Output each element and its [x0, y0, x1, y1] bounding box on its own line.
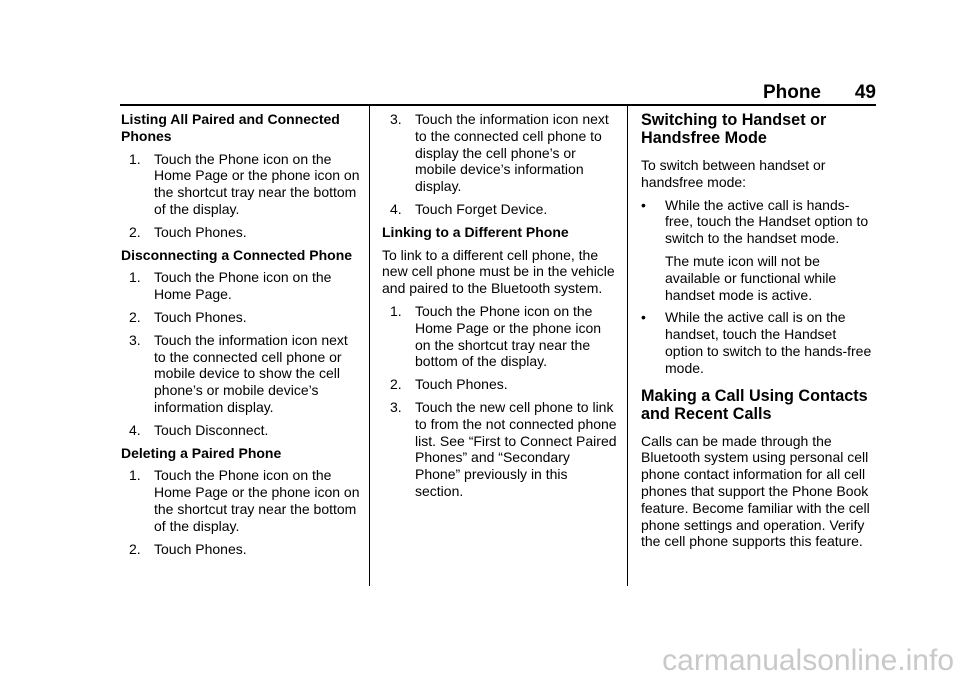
- list-item: 2. Touch Phones.: [129, 540, 247, 557]
- list-item: 2. Touch Phones.: [129, 223, 247, 240]
- paragraph: To switch between handset or handsfree mode:: [641, 157, 826, 190]
- column-1: [121, 111, 361, 557]
- column-3: [641, 111, 877, 550]
- list-item: 1. Touch the Phone icon on the Home Page or the phone icon on the shortcut tray near the bottom of the display.: [129, 150, 360, 217]
- column-2: [382, 111, 618, 500]
- list-item: 1. Touch the Phone icon on the Home Page or the phone icon on the shortcut tray near the bottom of the display.: [129, 467, 360, 534]
- subheading-disconnecting: Disconnecting a Connected Phone: [121, 246, 353, 263]
- page-header: [120, 82, 876, 106]
- column-divider-1: [369, 106, 370, 586]
- header-rule: [120, 104, 876, 106]
- column-divider-2: [627, 106, 628, 586]
- section-heading-handset: Switching to Handset or Handsfree Mode: [641, 111, 827, 147]
- list-item: 2. Touch Phones.: [129, 308, 247, 325]
- list-item: 1. Touch the Phone icon on the Home Page or the phone icon on the shortcut tray near the bottom of the display.: [390, 302, 602, 370]
- bullet-item: • While the active call is hands-free, touch the Handset option to switch to the handset mode.: [641, 196, 869, 247]
- list-item: 3. Touch the new cell phone to link to from the not connected phone list. See “First to Connect Paired Phones” and “Secondary Phone” previously in this section.: [390, 398, 617, 499]
- subheading-linking: Linking to a Different Phone: [382, 223, 569, 240]
- bullet-note: The mute icon will not be available or functional while handset mode is active.: [665, 252, 837, 303]
- watermark: carmanualsonline.info: [662, 644, 954, 677]
- paragraph: Calls can be made through the Bluetooth system using personal cell phone contact information for all cell phones that support the Phone Book feature. Become familiar with the cell phone settings and operation. Verify the cell phone supports this feature.: [641, 432, 870, 550]
- list-item: 4. Touch Disconnect.: [129, 421, 269, 438]
- subheading-deleting: Deleting a Paired Phone: [121, 444, 282, 461]
- paragraph: To link to a different cell phone, the new cell phone must be in the vehicle and paired to the Bluetooth system.: [382, 246, 615, 297]
- list-item: 1. Touch the Phone icon on the Home Page.: [129, 269, 332, 303]
- list-item: 3. Touch the information icon next to the connected cell phone to display the cell phone’s or mobile device’s information display.: [390, 111, 609, 195]
- subheading-listing: Listing All Paired and Connected Phones: [121, 111, 340, 144]
- list-item: 3. Touch the information icon next to the connected cell phone or mobile device to show the cell phone’s or mobile device’s information display.: [129, 331, 348, 415]
- section-heading-contacts: Making a Call Using Contacts and Recent Calls: [641, 386, 868, 423]
- list-item: 4. Touch Forget Device.: [390, 200, 548, 217]
- section-title: Phone: [762, 82, 821, 103]
- page-number: 49: [854, 82, 876, 103]
- bullet-item: • While the active call is on the handset, touch the Handset option to switch to the hands-free mode.: [641, 309, 872, 376]
- list-item: 2. Touch Phones.: [390, 376, 508, 393]
